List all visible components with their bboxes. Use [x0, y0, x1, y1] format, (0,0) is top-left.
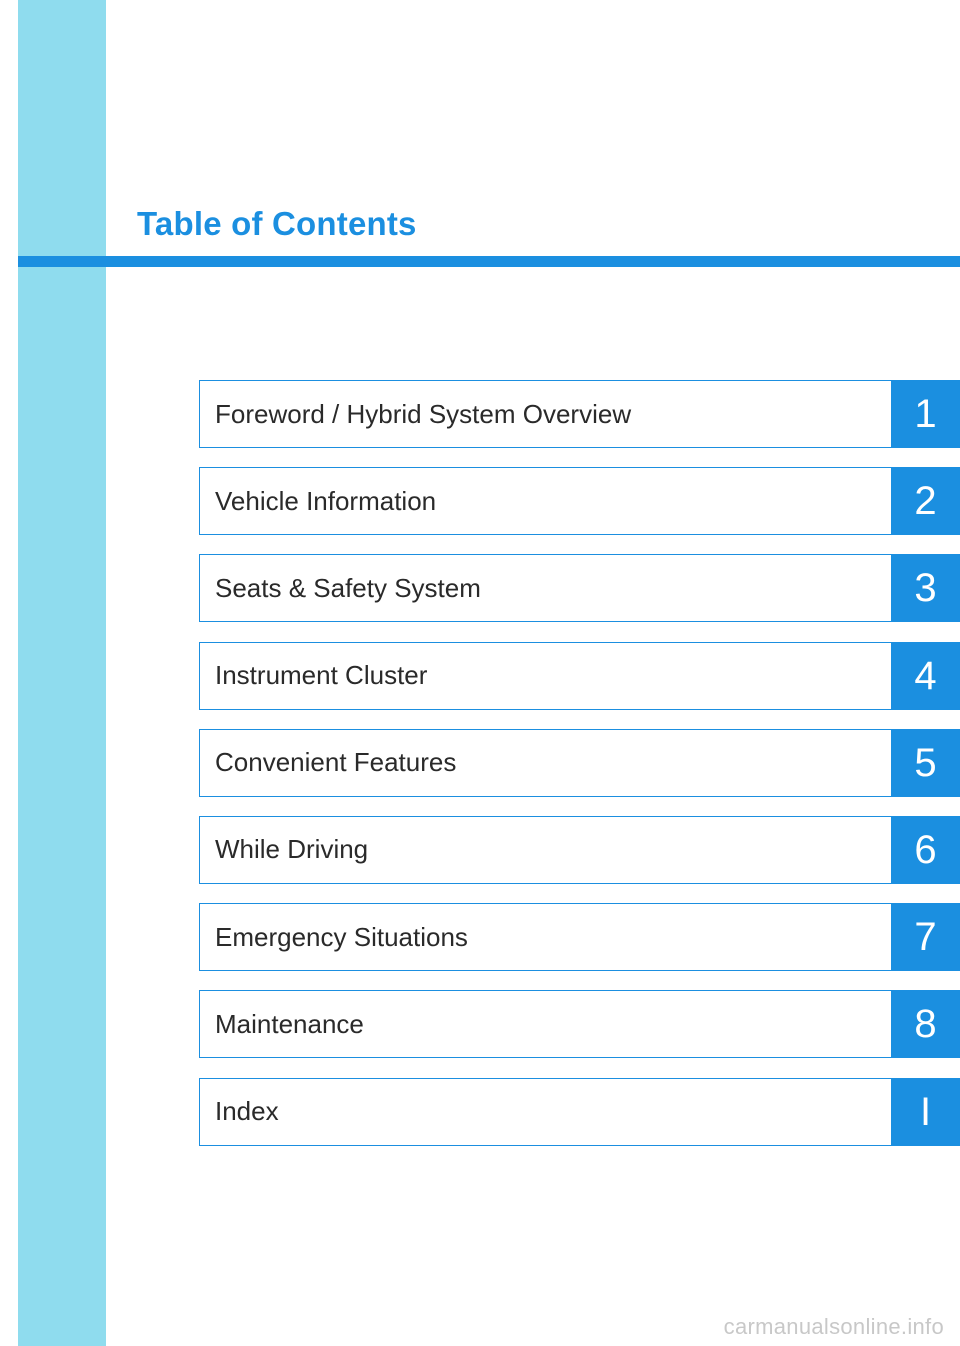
- toc-item-foreword[interactable]: [199, 380, 960, 448]
- toc-item-label: Seats & Safety System: [215, 572, 481, 603]
- toc-item-seats-safety[interactable]: [199, 554, 960, 622]
- toc-item-label: Vehicle Information: [215, 485, 437, 516]
- toc-item-number: 4: [891, 642, 960, 710]
- toc-item-index[interactable]: [199, 1078, 960, 1146]
- toc-item-number: 5: [891, 729, 960, 797]
- toc-item-number: I: [891, 1078, 960, 1146]
- toc-item-label: Instrument Cluster: [215, 660, 428, 691]
- toc-item-number: 8: [891, 990, 960, 1058]
- toc-item-label: Maintenance: [215, 1008, 364, 1039]
- toc-item-number: 3: [891, 554, 960, 622]
- watermark: carmanualsonline.info: [723, 1314, 944, 1339]
- toc-item-vehicle-information[interactable]: [199, 467, 960, 535]
- toc-item-label: Convenient Features: [215, 747, 457, 778]
- title-rule: [18, 256, 960, 267]
- toc-list: [199, 380, 960, 1165]
- toc-item-label: Emergency Situations: [215, 921, 468, 952]
- toc-item-label: Index: [215, 1096, 279, 1126]
- side-color-band: [18, 0, 106, 1346]
- toc-item-label: Foreword / Hybrid System Overview: [215, 398, 632, 429]
- toc-item-instrument-cluster[interactable]: [199, 642, 960, 710]
- toc-item-convenient-features[interactable]: [199, 729, 960, 797]
- toc-item-number: 2: [891, 467, 960, 535]
- page-title: Table of Contents: [137, 205, 417, 242]
- toc-item-number: 7: [891, 903, 960, 971]
- toc-item-while-driving[interactable]: [199, 816, 960, 884]
- toc-item-number: 1: [891, 380, 960, 448]
- toc-item-emergency-situations[interactable]: [199, 903, 960, 971]
- toc-item-label: While Driving: [215, 834, 369, 865]
- toc-item-number: 6: [891, 816, 960, 884]
- toc-item-maintenance[interactable]: [199, 990, 960, 1058]
